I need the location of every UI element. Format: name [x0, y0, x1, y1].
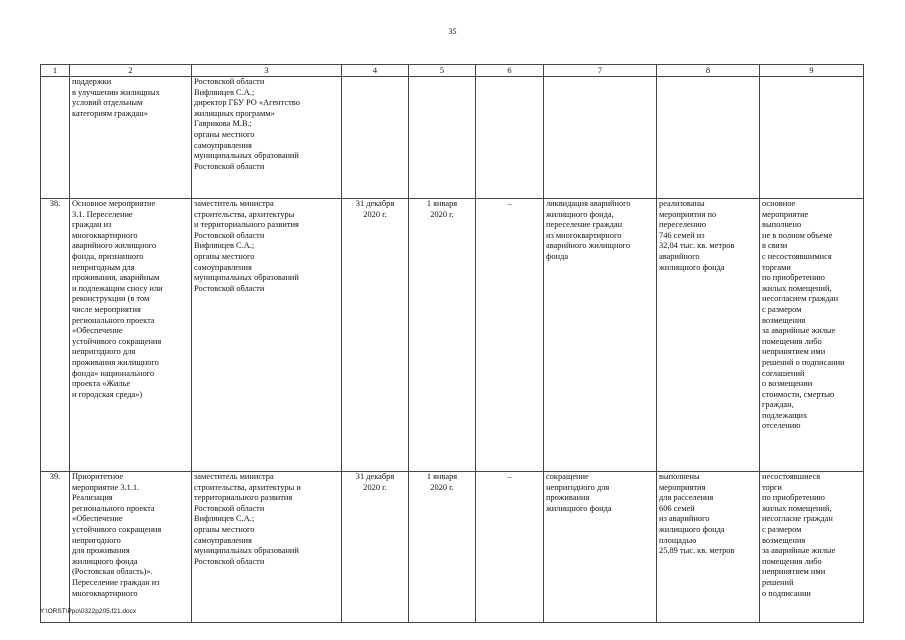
- cell-text-line: торгами: [762, 262, 791, 272]
- row-number: [41, 77, 70, 199]
- cell-text-line: с размером: [762, 304, 802, 314]
- cell-text-line: жилищного фонда,: [546, 209, 614, 219]
- row-number: 39.: [41, 472, 70, 623]
- cell-text-line: «Обеспечение: [72, 326, 123, 336]
- actual-end-cell: [476, 199, 544, 472]
- responsible-cell: [192, 199, 342, 472]
- start-date-cell: [409, 472, 476, 623]
- cell-text-line: Вифлянцев С.А.;: [194, 514, 255, 524]
- problems-cell: [760, 472, 864, 623]
- cell-text-line: выполнено: [762, 220, 802, 230]
- column-header: 6: [476, 65, 544, 77]
- cell-text-line: строительства, архитектуры: [194, 209, 295, 219]
- cell-text-line: заместитель министра: [194, 472, 274, 481]
- cell-text-line: Гаврикова М.В.;: [194, 119, 253, 129]
- cell-text-line: 1 января: [426, 472, 458, 481]
- cell-text-line: 2020 г.: [430, 209, 454, 219]
- cell-text-line: жилищного фонда: [659, 524, 725, 534]
- cell-text-line: 31 декабря: [355, 472, 395, 481]
- expected-result-cell: [544, 472, 657, 623]
- actual-end-cell: [476, 472, 544, 623]
- cell-text-line: 2020 г.: [363, 209, 387, 219]
- cell-text-line: реконструкции (в том: [72, 294, 150, 304]
- cell-text-line: условий отдельным: [72, 98, 143, 108]
- page-number: 35: [448, 27, 457, 36]
- cell-text-line: числе мероприятия: [72, 304, 141, 314]
- cell-text-line: непринятием ими: [762, 347, 826, 357]
- cell-text-line: о возмещении: [762, 379, 813, 389]
- cell-text-line: непринятием ими: [762, 567, 826, 577]
- cell-text-line: непригодного: [72, 535, 121, 545]
- cell-text-line: мероприятие 3.1.1.: [72, 482, 140, 492]
- cell-text-line: строительства, архитектуры и: [194, 482, 301, 492]
- cell-text-line: стоимости, смертью: [762, 389, 835, 399]
- cell-text-line: несостоявшиеся: [762, 472, 821, 481]
- cell-text-line: торги: [762, 482, 782, 492]
- cell-text-line: устойчивого сокращения: [72, 336, 162, 346]
- problems-cell: [760, 199, 864, 472]
- cell-text-line: 606 семей: [659, 503, 695, 513]
- cell-text-line: из многоквартирного: [546, 230, 622, 240]
- responsible-cell: [192, 77, 342, 199]
- cell-text-line: органы местного: [194, 129, 255, 139]
- cell-text-line: самоуправления: [194, 262, 252, 272]
- cell-text-line: (Ростовская область)».: [72, 567, 153, 577]
- cell-text-line: реализованы: [659, 199, 705, 208]
- cell-text-line: фонда, признанного: [72, 251, 144, 261]
- cell-text-line: 1 января: [426, 199, 458, 208]
- cell-text-line: аварийного жилищного: [546, 241, 631, 251]
- cell-text-line: категориям граждан»: [72, 108, 148, 118]
- cell-text-line: мероприятия по: [659, 209, 717, 219]
- planned-end-cell: [342, 77, 409, 199]
- cell-text-line: муниципальных образований: [194, 151, 299, 161]
- cell-text-line: 746 семей из: [659, 230, 705, 240]
- actual-result-cell: [657, 199, 760, 472]
- report-table: [40, 64, 864, 623]
- activity-name-cell: [70, 472, 192, 623]
- cell-text-line: муниципальных образований: [194, 546, 299, 556]
- cell-text-line: жилых помещений,: [762, 283, 832, 293]
- cell-text-line: переселение граждан: [546, 220, 623, 230]
- cell-text-line: возмещения: [762, 535, 806, 545]
- cell-text-line: аварийного: [659, 251, 700, 261]
- cell-text-line: основное: [762, 199, 796, 208]
- cell-text-line: Ростовской области: [194, 77, 265, 86]
- cell-text-line: аварийного жилищного: [72, 241, 157, 251]
- file-path-footer: Y:\ORST\Ppo\0322p205.f21.docx: [40, 608, 137, 615]
- cell-text-line: несогласие граждан: [762, 514, 833, 524]
- row-number: 38.: [41, 199, 70, 472]
- column-header: 4: [342, 65, 409, 77]
- cell-text-line: 25,89 тыс. кв. метров: [659, 546, 735, 556]
- table-row: [41, 472, 864, 623]
- cell-text-line: жилищного фонда: [72, 556, 138, 566]
- cell-text-line: жилищных программ»: [194, 108, 275, 118]
- cell-text-line: решений о подписании: [762, 357, 845, 367]
- planned-end-cell: [342, 472, 409, 623]
- cell-text-line: Ростовской области: [194, 161, 265, 171]
- cell-text-line: граждан из: [72, 220, 112, 230]
- cell-text-line: и городская среда»): [72, 389, 143, 399]
- cell-text-line: Ростовской области: [194, 503, 265, 513]
- column-header: 8: [657, 65, 760, 77]
- cell-text-line: по приобретению: [762, 493, 825, 503]
- table-row: [41, 199, 864, 472]
- cell-text-line: –: [507, 472, 512, 481]
- actual-result-cell: [657, 472, 760, 623]
- cell-text-line: ликвидация аварийного: [546, 199, 631, 208]
- cell-text-line: Приоритетное: [72, 472, 124, 481]
- cell-text-line: многоквартирного: [72, 230, 138, 240]
- cell-text-line: Ростовской области: [194, 230, 265, 240]
- cell-text-line: 31 декабря: [355, 199, 395, 208]
- table-row: [41, 77, 864, 199]
- cell-text-line: проживания, аварийным: [72, 273, 160, 283]
- expected-result-cell: [544, 77, 657, 199]
- cell-text-line: для расселения: [659, 493, 714, 503]
- cell-text-line: проживания жилищного: [72, 357, 159, 367]
- cell-text-line: «Обеспечение: [72, 514, 123, 524]
- column-header: 2: [70, 65, 192, 77]
- cell-text-line: органы местного: [194, 524, 255, 534]
- cell-text-line: непригодного для: [72, 347, 136, 357]
- cell-text-line: за аварийные жилые: [762, 546, 836, 556]
- problems-cell: [760, 77, 864, 199]
- cell-text-line: в связи: [762, 241, 788, 251]
- cell-text-line: площадью: [659, 535, 697, 545]
- cell-text-line: жилищного фонда: [546, 503, 612, 513]
- cell-text-line: переселению: [659, 220, 706, 230]
- column-header: 5: [409, 65, 476, 77]
- cell-text-line: Ростовской области: [194, 283, 265, 293]
- start-date-cell: [409, 77, 476, 199]
- cell-text-line: не в полном объеме: [762, 230, 833, 240]
- cell-text-line: для проживания: [72, 546, 130, 556]
- cell-text-line: фонда» национального: [72, 368, 155, 378]
- cell-text-line: непригодным для: [72, 262, 135, 272]
- cell-text-line: жилых помещений,: [762, 503, 832, 513]
- cell-text-line: соглашений: [762, 368, 805, 378]
- cell-text-line: мероприятия: [659, 482, 706, 492]
- cell-text-line: директор ГБУ РО «Агентство: [194, 98, 300, 108]
- cell-text-line: Вифлянцев С.А.;: [194, 87, 255, 97]
- cell-text-line: из аварийного: [659, 514, 710, 524]
- cell-text-line: жилищного фонда: [659, 262, 725, 272]
- activity-name-cell: [70, 199, 192, 472]
- cell-text-line: граждан,: [762, 400, 794, 410]
- cell-text-line: 32,04 тыс. кв. метров: [659, 241, 735, 251]
- cell-text-line: сокращение: [546, 472, 589, 481]
- cell-text-line: возмещения: [762, 315, 806, 325]
- cell-text-line: и подлежащим сносу или: [72, 283, 163, 293]
- cell-text-line: Реализация: [72, 493, 113, 503]
- cell-text-line: фонда: [546, 251, 569, 261]
- cell-text-line: регионального проекта: [72, 503, 155, 513]
- cell-text-line: по приобретению: [762, 273, 825, 283]
- start-date-cell: [409, 199, 476, 472]
- cell-text-line: –: [507, 199, 512, 208]
- column-header: 3: [192, 65, 342, 77]
- actual-end-cell: [476, 77, 544, 199]
- cell-text-line: решений: [762, 577, 794, 587]
- cell-text-line: помещения либо: [762, 336, 822, 346]
- cell-text-line: за аварийные жилые: [762, 326, 836, 336]
- cell-text-line: поддержки: [72, 77, 112, 86]
- cell-text-line: и территориального развития: [194, 220, 299, 230]
- column-header: 9: [760, 65, 864, 77]
- cell-text-line: выполнены: [659, 472, 700, 481]
- cell-text-line: мероприятие: [762, 209, 809, 219]
- cell-text-line: 3.1. Переселение: [72, 209, 133, 219]
- cell-text-line: регионального проекта: [72, 315, 155, 325]
- cell-text-line: территориального развития: [194, 493, 293, 503]
- cell-text-line: подлежащих: [762, 410, 808, 420]
- cell-text-line: Основное мероприятие: [72, 199, 156, 208]
- cell-text-line: многоквартирного: [72, 588, 138, 598]
- column-header: 1: [41, 65, 70, 77]
- cell-text-line: Переселение граждан из: [72, 577, 160, 587]
- responsible-cell: [192, 472, 342, 623]
- activity-name-cell: [70, 77, 192, 199]
- cell-text-line: в улучшении жилищных: [72, 87, 160, 97]
- cell-text-line: проживания: [546, 493, 590, 503]
- cell-text-line: с размером: [762, 524, 802, 534]
- cell-text-line: Вифлянцев С.А.;: [194, 241, 255, 251]
- expected-result-cell: [544, 199, 657, 472]
- cell-text-line: Ростовской области: [194, 556, 265, 566]
- cell-text-line: помещения либо: [762, 556, 822, 566]
- cell-text-line: 2020 г.: [430, 482, 454, 492]
- cell-text-line: непригодного для: [546, 482, 610, 492]
- column-header: 7: [544, 65, 657, 77]
- cell-text-line: органы местного: [194, 251, 255, 261]
- cell-text-line: устойчивого сокращения: [72, 524, 162, 534]
- cell-text-line: проекта «Жилье: [72, 379, 131, 389]
- cell-text-line: 2020 г.: [363, 482, 387, 492]
- cell-text-line: самоуправления: [194, 535, 252, 545]
- actual-result-cell: [657, 77, 760, 199]
- cell-text-line: отселению: [762, 421, 801, 431]
- cell-text-line: о подписании: [762, 588, 811, 598]
- planned-end-cell: [342, 199, 409, 472]
- cell-text-line: несогласием граждан: [762, 294, 839, 304]
- cell-text-line: муниципальных образований: [194, 273, 299, 283]
- cell-text-line: с несостоявшимися: [762, 251, 832, 261]
- table-header-row: [41, 65, 864, 77]
- cell-text-line: самоуправления: [194, 140, 252, 150]
- cell-text-line: заместитель министра: [194, 199, 274, 208]
